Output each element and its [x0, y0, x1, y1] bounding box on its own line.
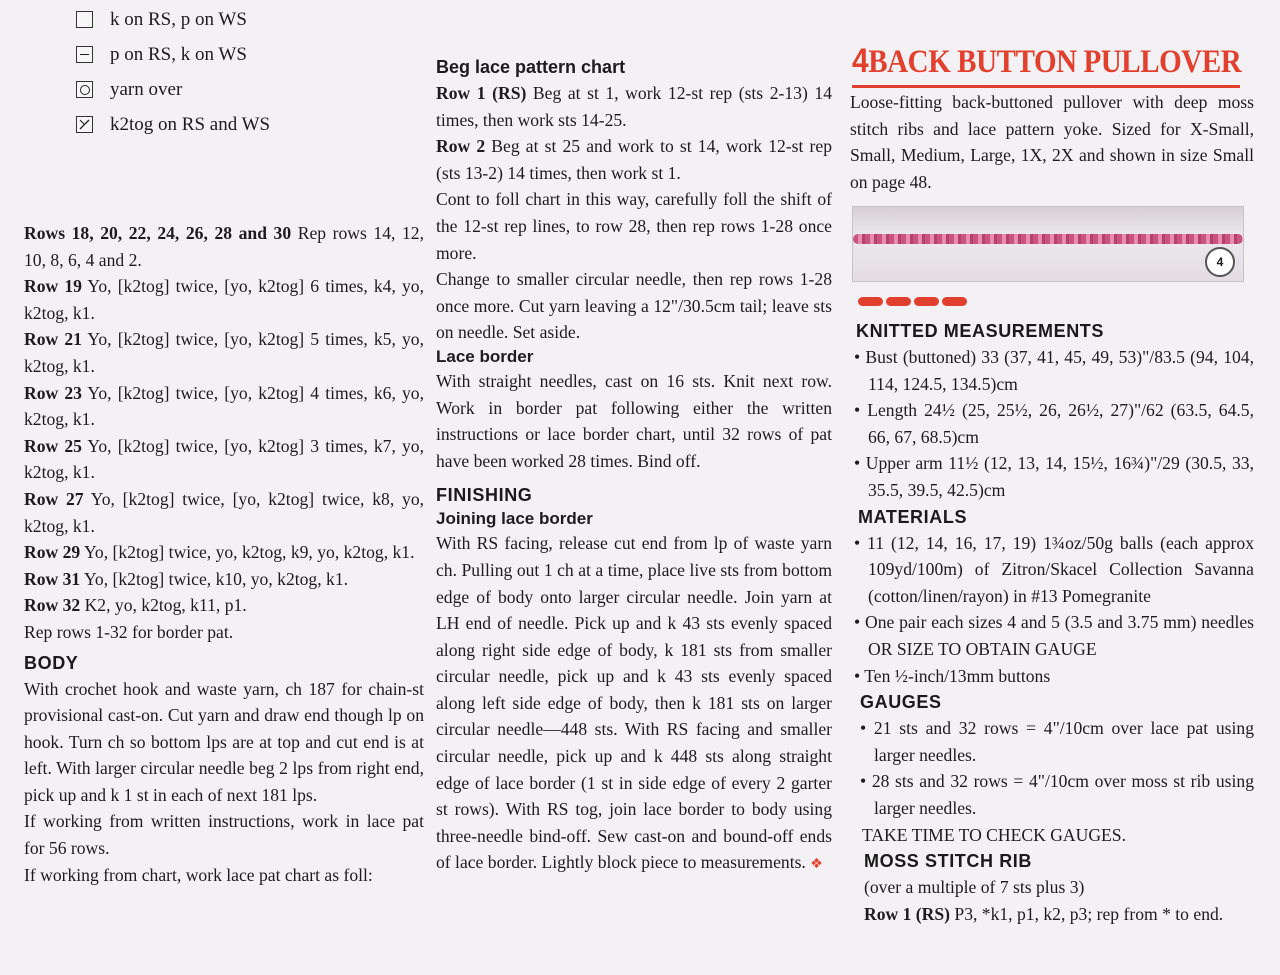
gauge-text: 28 sts and 32 rows = 4"/10cm over moss st rib using larger needles. — [871, 771, 1255, 818]
key-item-purl — [76, 37, 270, 72]
body-paragraph: If working from chart, work lace pat chart as foll: — [24, 864, 373, 885]
row-instruction — [24, 592, 424, 619]
slash-box-icon — [76, 116, 93, 133]
row-text: Beg at st 1, work 12-st rep (sts 2-13) 14 times, then work sts 14-25. — [436, 83, 832, 130]
row-label: Row 1 (RS) — [436, 83, 527, 103]
row-text: Yo, [k2tog] twice, [yo, k2tog] 3 times, k7, yo, k2tog, k1. — [24, 435, 424, 483]
gauge-item: • 21 sts and 32 rows = 4"/10cm over lace pat using larger needles. — [860, 718, 1254, 765]
row-text: Beg at st 25 and work to st 14, work 12-st rep (sts 13-2) 14 times, then work st 1. — [436, 136, 833, 183]
row-text: K2, yo, k2tog, k11, p1. — [80, 595, 247, 616]
dash-box-icon — [76, 46, 93, 63]
row-instruction — [24, 566, 424, 593]
key-label: p on RS, k on WS — [110, 43, 247, 65]
row-label: Row 27 — [24, 488, 84, 509]
measurement-text: Bust (buttoned) 33 (37, 41, 45, 49, 53)"/83.5 (94, 104, 114, 124.5, 134.5)cm — [865, 347, 1255, 394]
key-item-k2tog — [76, 107, 270, 142]
section-heading-joining: Joining lace border — [436, 509, 593, 529]
row-instruction — [24, 539, 424, 566]
repeat-line: Rep rows 1-32 for border pat. — [24, 621, 234, 642]
column-middle — [436, 54, 832, 879]
moss-multiple: (over a multiple of 7 sts plus 3) — [864, 877, 1085, 898]
row-label: Rows 18, 20, 22, 24, 26, 28 and 30 — [24, 223, 292, 243]
section-heading-finishing: FINISHING — [436, 485, 533, 506]
measurement-item: • Upper arm 11½ (12, 13, 14, 15½, 16¾)"/29 (30.5, 33, 35.5, 39.5, 42.5)cm — [854, 453, 1254, 500]
section-heading-lace-border: Lace border — [436, 346, 534, 366]
row-text: Yo, [k2tog] twice, yo, k2tog, k9, yo, k2tog, k1. — [80, 542, 415, 563]
column-right-intro — [850, 89, 1254, 195]
row-label: Row 31 — [24, 568, 81, 589]
section-heading-materials: MATERIALS — [858, 506, 968, 527]
measurement-text: Length 24½ (25, 25½, 26, 26½, 27)"/62 (63.5, 64.5, 66, 67, 68.5)cm — [867, 400, 1254, 447]
skill-level-icon — [858, 297, 967, 306]
skill-bar — [942, 297, 967, 306]
row-text: Yo, [k2tog] twice, k10, yo, k2tog, k1. — [80, 568, 349, 589]
section-heading-moss-stitch: MOSS STITCH RIB — [864, 851, 1033, 872]
row-instruction — [24, 326, 424, 379]
row-label: Row 29 — [24, 542, 81, 563]
body-paragraph: If working from written instructions, work in lace pat for 56 rows. — [24, 811, 424, 859]
row-text: Yo, [k2tog] twice, [yo, k2tog] twice, k8, yo, k2tog, k1. — [24, 488, 425, 536]
skill-bar — [886, 297, 911, 306]
skill-bar — [914, 297, 939, 306]
section-heading-body: BODY — [24, 652, 79, 673]
gauge-check: TAKE TIME TO CHECK GAUGES. — [862, 824, 1126, 845]
row-instruction — [24, 433, 424, 486]
empty-box-icon — [76, 11, 93, 28]
material-item: • 11 (12, 14, 16, 17, 19) 1¾oz/50g balls (each approx 109yd/100m) of Zitron/Skacel Collection Savanna (cotton/linen/rayon) in #13 Pomegranite — [854, 532, 1254, 606]
chart-key — [76, 2, 270, 142]
row-label: Row 1 (RS) — [864, 903, 951, 924]
key-item-knit — [76, 2, 270, 37]
row-instruction — [850, 901, 1254, 928]
key-item-yarn-over — [76, 72, 270, 107]
material-text: 11 (12, 14, 16, 17, 19) 1¾oz/50g balls (each approx 109yd/100m) of Zitron/Skacel Collection Savanna (cotton/linen/rayon) in #13 Pomegranite — [867, 532, 1254, 606]
row-text: Yo, [k2tog] twice, [yo, k2tog] 5 times, k5, yo, k2tog, k1. — [24, 329, 424, 376]
section-heading-chart: Beg lace pattern chart — [436, 57, 626, 77]
end-ornament-icon: ❖ — [810, 857, 823, 873]
body-paragraph: Cont to foll chart in this way, carefully foll the shift of the 12-st rep lines, to row 28, then rep rows 1-28 once more. — [436, 189, 832, 263]
yarn-strand — [853, 234, 1243, 244]
joining-text: With RS facing, release cut end from lp of waste yarn ch. Pulling out 1 ch at a time, place live sts from bottom edge of body onto larger circular needle. Join yarn at LH end of needle. Pick up and k 43 sts evenly spaced along right side edge of body, k 181 sts from smaller circular needle, pick up and k 43 sts evenly spaced along left side edge of body, then k 181 sts on larger circular needle—448 sts. With RS facing and smaller circular needle, pick up and k 448 sts along straight edge of lace border (1 st in side edge of every 2 garter st rows). With RS tog, join lace border to body using three-needle bind-off. Sew cast-on and bound-off ends of lace border. Lightly block piece to measurements. — [436, 533, 832, 873]
key-label: k2tog on RS and WS — [110, 113, 271, 135]
skill-bar — [858, 297, 883, 306]
row-label: Row 32 — [24, 595, 81, 616]
intro-paragraph: Loose-fitting back-buttoned pullover with deep moss stitch ribs and lace pattern yoke. Sized for X-Small, Small, Medium, Large, 1X, 2X and shown in size Small on page 48. — [850, 92, 1254, 192]
row-text: P3, *k1, p1, k2, p3; rep from * to end. — [950, 903, 1224, 924]
pattern-name: BACK BUTTON PULLOVER — [868, 44, 1242, 80]
row-label: Row 25 — [24, 435, 82, 456]
material-item: • Ten ½-inch/13mm buttons — [854, 665, 1051, 686]
measurement-text: Upper arm 11½ (12, 13, 14, 15½, 16¾)"/29 (30.5, 33, 35.5, 39.5, 42.5)cm — [865, 453, 1254, 500]
pattern-title — [852, 40, 1242, 83]
measurement-item: • Bust (buttoned) 33 (37, 41, 45, 49, 53)"/83.5 (94, 104, 114, 124.5, 134.5)cm — [854, 347, 1255, 394]
section-heading-gauges: GAUGES — [860, 692, 942, 713]
row-text: Yo, [k2tog] twice, [yo, k2tog] 4 times, k6, yo, k2tog, k1. — [24, 382, 424, 430]
row-label: Row 19 — [24, 276, 82, 297]
row-label: Row 2 — [436, 136, 486, 157]
column-right — [850, 318, 1254, 927]
row-label: Row 21 — [24, 329, 82, 350]
row-text: Rep rows 14, 12, 10, 8, 6, 4 and 2. — [24, 223, 424, 270]
yarn-swatch-image — [852, 206, 1244, 282]
yarn-weight-badge: 4 — [1205, 247, 1235, 277]
row-instruction — [24, 220, 424, 273]
measurement-item: • Length 24½ (25, 25½, 26, 26½, 27)"/62 (63.5, 64.5, 66, 67, 68.5)cm — [854, 400, 1254, 447]
key-label: k on RS, p on WS — [110, 8, 247, 30]
row-text: Yo, [k2tog] twice, [yo, k2tog] 6 times, k4, yo, k2tog, k1. — [24, 276, 424, 323]
column-left — [24, 220, 424, 888]
material-text: One pair each sizes 4 and 5 (3.5 and 3.75 mm) needles OR SIZE TO OBTAIN GAUGE — [864, 612, 1255, 659]
gauge-item: • 28 sts and 32 rows = 4"/10cm over moss st rib using larger needles. — [860, 771, 1255, 818]
body-paragraph — [436, 530, 832, 879]
section-heading-measurements: KNITTED MEASUREMENTS — [856, 321, 1105, 341]
body-paragraph: With straight needles, cast on 16 sts. Knit next row. Work in border pat following either the written instructions or lace border chart, until 32 rows of pat have been worked 28 times. Bind off. — [436, 370, 832, 471]
row-instruction — [24, 380, 424, 433]
key-label: yarn over — [110, 78, 183, 100]
body-paragraph: Change to smaller circular needle, then rep rows 1-28 once more. Cut yarn leaving a 12"/30.5cm tail; leave sts on needle. Set aside. — [436, 269, 832, 343]
pattern-title-block — [852, 40, 1242, 88]
title-rule — [852, 85, 1240, 88]
body-paragraph: With crochet hook and waste yarn, ch 187 for chain-st provisional cast-on. Cut yarn and draw end though lp on hook. Turn ch so bottom lps are at top and cut end is at left. With larger circular needle beg 2 lps from right end, pick up and k 1 st in each of next 181 lps. — [24, 678, 424, 805]
material-text: Ten ½-inch/13mm buttons — [864, 665, 1051, 686]
circle-box-icon — [76, 81, 93, 98]
row-instruction — [436, 133, 832, 186]
row-instruction — [436, 80, 832, 133]
material-item: • One pair each sizes 4 and 5 (3.5 and 3.75 mm) needles OR SIZE TO OBTAIN GAUGE — [854, 612, 1255, 659]
row-label: Row 23 — [24, 382, 82, 403]
row-instruction — [24, 273, 424, 326]
row-instruction — [24, 486, 424, 539]
gauge-text: 21 sts and 32 rows = 4"/10cm over lace pat using larger needles. — [873, 718, 1254, 765]
pattern-number: 4 — [852, 42, 869, 80]
